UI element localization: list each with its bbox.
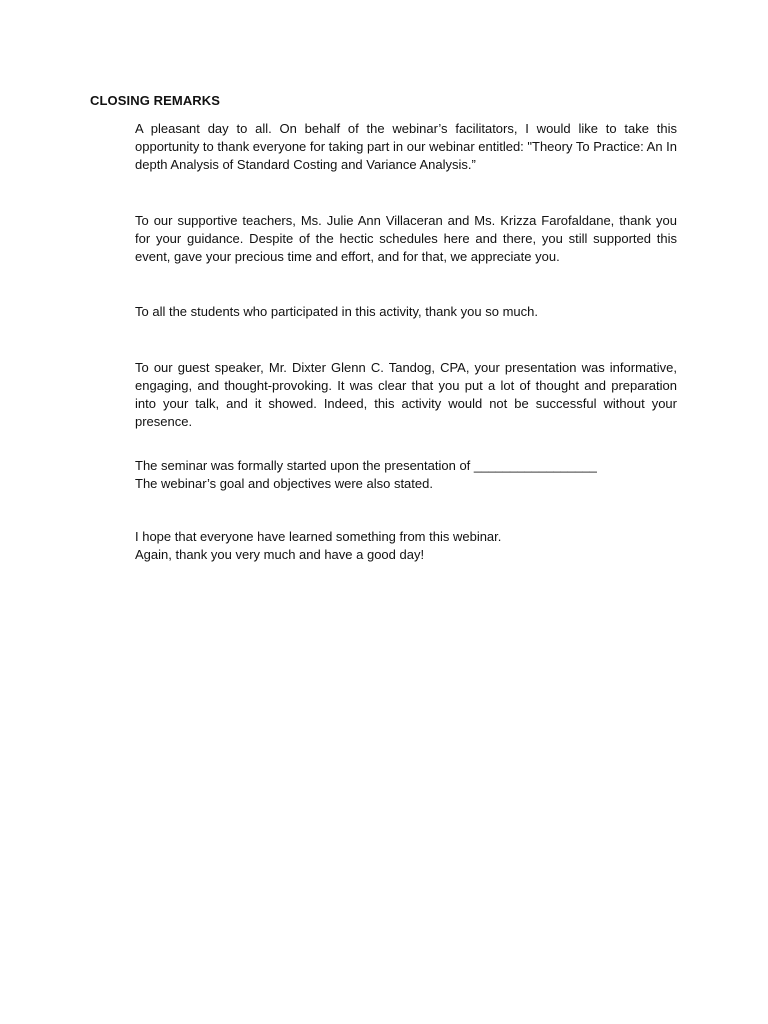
paragraph-students: To all the students who participated in this activity, thank you so much. — [135, 304, 538, 319]
seminar-start-line: The seminar was formally started upon the presentation of _________________ — [135, 458, 597, 473]
closing-line-thanks: Again, thank you very much and have a good day! — [135, 547, 425, 562]
paragraph-teachers: To our supportive teachers, Ms. Julie Ann Villaceran and Ms. Krizza Farofaldane, thank you for your guidance. Despite of the hectic schedules here and there, you still supported this event, gave your precious time and effort, and for that, we appreciate you. — [135, 213, 677, 264]
closing-line-hope: I hope that everyone have learned something from this webinar. — [135, 529, 502, 544]
objectives-line: The webinar’s goal and objectives were also stated. — [135, 476, 433, 491]
paragraph-closing — [135, 528, 677, 564]
paragraph-guest-speaker: To our guest speaker, Mr. Dixter Glenn C. Tandog, CPA, your presentation was informative, engaging, and thought-provoking. It was clear that you put a lot of thought and preparation into your talk, and it showed. Indeed, this activity would not be successful without your presence. — [135, 360, 677, 429]
paragraph-greeting: A pleasant day to all. On behalf of the webinar’s facilitators, I would like to take this opportunity to thank everyone for taking part in our webinar entitled: "Theory To Practice: An In depth Analysis of Standard Costing and Variance Analysis.” — [135, 121, 678, 172]
document-heading: CLOSING REMARKS — [90, 93, 221, 108]
paragraph-seminar-start — [135, 457, 677, 493]
